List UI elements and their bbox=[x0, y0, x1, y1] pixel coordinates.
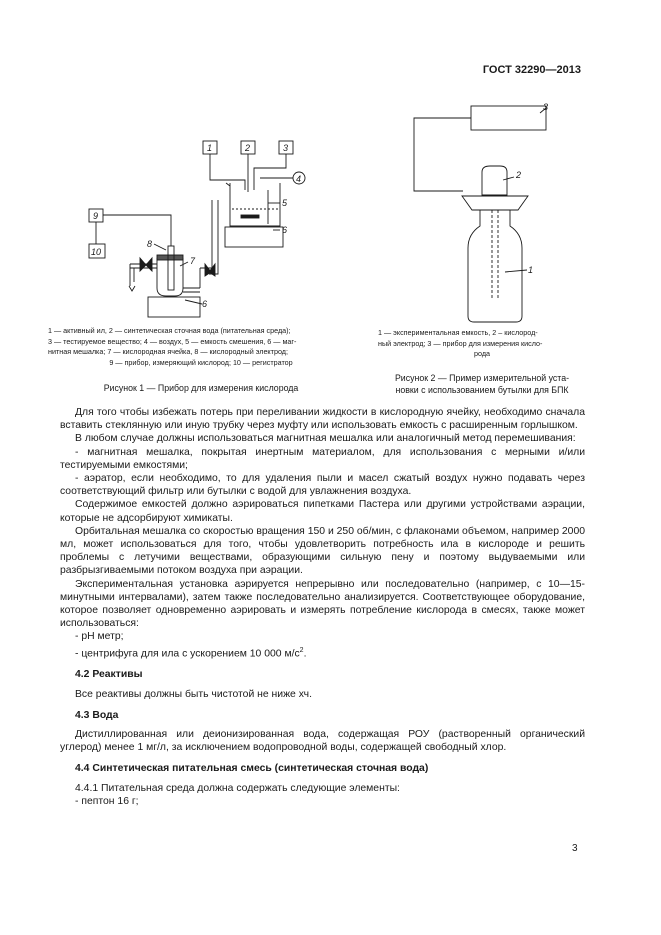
fig1-label-6a: 6 bbox=[282, 225, 288, 235]
paragraph: Содержимое емкостей должно аэрироваться пипетками Пастера или другими устройствами аэрации, которые не адсорбируют химикаты. bbox=[60, 499, 585, 524]
fig2-title-line: Рисунок 2 — Пример измерительной уста- bbox=[394, 373, 570, 383]
paragraph: В любом случае должны использоваться магнитная мешалка или аналогичный метод перемешивания: bbox=[75, 433, 576, 445]
fig2-collar bbox=[462, 196, 528, 210]
superscript: 2 bbox=[299, 646, 304, 654]
fig1-label-10: 10 bbox=[91, 247, 102, 257]
figure1-apparatus bbox=[89, 141, 305, 317]
paragraph: 4.4.1 Питательная среда должна содержать следующие элементы: bbox=[75, 782, 400, 794]
paragraph: Для того чтобы избежать потерь при переливании жидкости в кислородную ячейку, необходимо сначала вставить стеклянную или иную трубку через муфту или использовать емкость с расширенным горлышком. bbox=[60, 407, 585, 432]
fig2-label-3: 3 bbox=[543, 102, 549, 112]
fig1-electrode bbox=[168, 246, 174, 290]
fig1-legend-line: нитная мешалка; 7 — кислородная ячейка, 8 — кислородный электрод; bbox=[48, 347, 288, 356]
fig2-title bbox=[370, 372, 594, 396]
fig1-label-4: 4 bbox=[296, 174, 302, 184]
fig1-label-8: 8 bbox=[147, 239, 153, 249]
section-heading-4-4: 4.4 Синтетическая питательная смесь (синтетическая сточная вода) bbox=[75, 763, 429, 775]
list-item-end: . bbox=[303, 648, 307, 660]
list-item: - магнитная мешалка, покрытая инертным материалом, для использования с мерными и/или тестируемыми емкостями; bbox=[60, 446, 585, 471]
list-item: - пептон 16 г; bbox=[75, 795, 139, 807]
fig2-legend-line: рода bbox=[473, 349, 491, 358]
section-heading-4-2: 4.2 Реактивы bbox=[75, 669, 143, 681]
fig1-label-9: 9 bbox=[93, 211, 99, 221]
fig1-legend-line: 9 — прибор, измеряющий кислород; 10 — регистратор bbox=[109, 357, 293, 367]
fig1-stirrer-bottom bbox=[148, 297, 200, 317]
figure2-apparatus bbox=[414, 106, 546, 322]
fig1-label-2: 2 bbox=[245, 143, 251, 153]
fig2-label-2: 2 bbox=[516, 170, 522, 180]
list-item: - аэратор, если необходимо, то для удаления пыли и масел сжатый воздух нужно подавать через соответствующий фильтр или бутылки с водой для увлажнения воздуха. bbox=[60, 473, 585, 498]
fig1-label-7: 7 bbox=[190, 256, 196, 266]
fig2-box-3 bbox=[471, 106, 546, 130]
fig2-legend bbox=[378, 328, 586, 360]
fig1-legend-line: 3 — тестируемое вещество; 4 — воздух, 5 — емкость смешения, 6 — маг- bbox=[48, 336, 297, 346]
fig2-label-1: 1 bbox=[528, 265, 534, 275]
fig2-legend-line: 1 — экспериментальная емкость, 2 – кислород- bbox=[378, 328, 538, 337]
standard-header: ГОСТ 32290—2013 bbox=[482, 64, 581, 76]
fig1-label-3: 3 bbox=[283, 143, 289, 153]
fig1-legend bbox=[48, 326, 354, 368]
paragraph: Дистиллированная или деионизированная вода, содержащая РОУ (растворенный органический углерод) менее 1 мг/л, за исключением водопроводной воды, содержащей свободный хлор. bbox=[60, 728, 585, 754]
figure2-labels bbox=[515, 102, 548, 275]
fig2-title-line: новки с использованием бутылки для БПК bbox=[395, 385, 569, 395]
fig1-label-6b: 6 bbox=[202, 299, 208, 309]
fig1-mixing-vessel bbox=[230, 183, 280, 226]
paragraph: Все реактивы должны быть чистотой не ниже хч. bbox=[75, 688, 312, 700]
paragraph: Орбитальная мешалка со скоростью вращения 150 и 250 об/мин, с флаконами объемом, например 2000 мл, может использоваться для того, чтобы удовлетворить потребность ила в кислороде и решить проблемы с летучими веществами, образующими сильную пену и поэтому выдуваемыми или разбрызгиваемыми потоком воздуха при аэрации. bbox=[60, 525, 585, 577]
section-heading-4-3: 4.3 Вода bbox=[75, 709, 119, 721]
fig1-label-1: 1 bbox=[207, 143, 213, 153]
fig2-legend-line: ный электрод; 3 — прибор для измерения кисло- bbox=[378, 338, 543, 348]
fig1-label-5: 5 bbox=[282, 198, 288, 208]
paragraph: Экспериментальная установка аэрируется непрерывно или последовательно (например, с 10—15-минутными интервалами), затем также последовательно анализируется. Соответствующее оборудование, которое позволяет одновременно аэрировать и измерять потребление кислорода в смесях, также может использоваться: bbox=[60, 578, 585, 630]
fig2-bottle bbox=[468, 210, 522, 322]
page-number: 3 bbox=[572, 843, 578, 854]
body-text bbox=[60, 406, 585, 808]
list-item: - pH метр; bbox=[75, 631, 124, 643]
fig1-legend-line: 1 — активный ил, 2 — синтетическая сточная вода (питательная среда); bbox=[48, 326, 291, 335]
list-item bbox=[60, 644, 585, 661]
fig1-title: Рисунок 1 — Прибор для измерения кислорода bbox=[103, 383, 299, 393]
figures-drawing bbox=[0, 0, 661, 330]
list-item-text: - центрифуга для ила с ускорением 10 000 м/с bbox=[75, 648, 300, 660]
fig2-stopper bbox=[482, 166, 507, 195]
